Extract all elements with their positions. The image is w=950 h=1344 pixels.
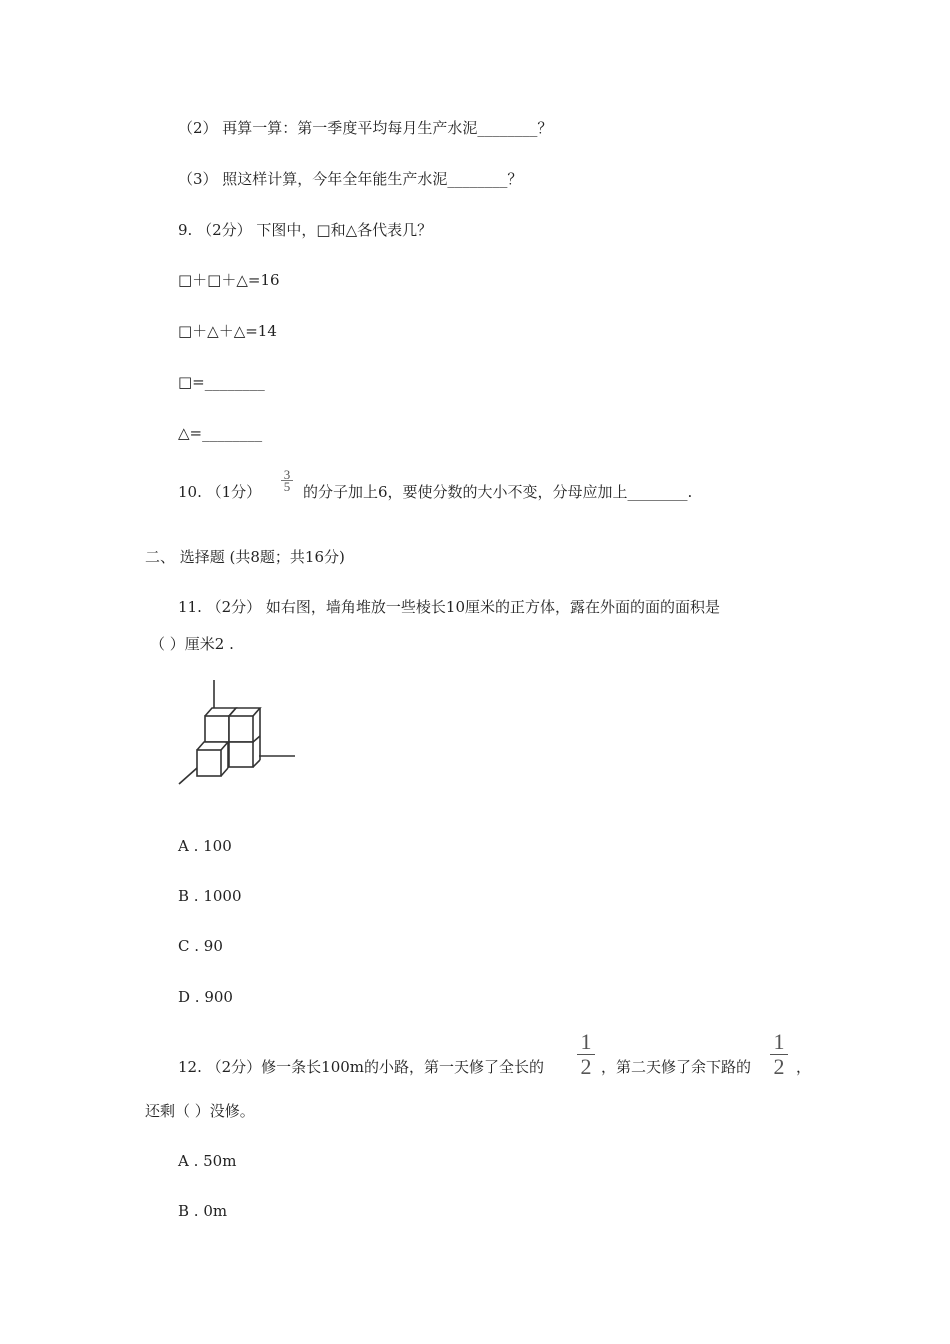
q12-stem-middle: ，第二天修了余下路的 <box>601 1058 752 1076</box>
q10-fraction <box>281 469 293 492</box>
q9-equation-2: □＋△＋△=14 <box>178 322 277 340</box>
q10-fraction-numerator: 3 <box>283 467 291 482</box>
q11-stem-line-1: 11. （2分） 如右图，墙角堆放一些棱长10厘米的正方体，露在外面的面的面积是 <box>178 598 721 616</box>
corner-cubes-figure <box>175 680 300 790</box>
q12-fraction-1-numerator: 1 <box>580 1029 592 1054</box>
q12-fraction-2-numerator: 1 <box>773 1029 785 1054</box>
q12-stem-prefix: 12. （2分）修一条长100m的小路，第一天修了全长的 <box>178 1058 545 1076</box>
q12-fraction-1-denominator: 2 <box>580 1054 592 1079</box>
q9-answer-square: □=________ <box>178 373 265 391</box>
q10-fraction-denominator: 5 <box>283 479 291 494</box>
q9-stem: 9. （2分） 下图中，□和△各代表几？ <box>178 221 433 239</box>
q11-option-b[interactable]: B . 1000 <box>178 887 242 905</box>
q10-prefix: 10. （1分） <box>178 483 262 501</box>
q12-fraction-1 <box>577 1031 595 1078</box>
q9-equation-1: □＋□＋△=16 <box>178 271 280 289</box>
q8-sub3: （3） 照这样计算，今年全年能生产水泥________？ <box>178 170 523 188</box>
q12-fraction-2 <box>770 1031 788 1078</box>
section-2-title: 二、 选择题 (共8题；共16分) <box>145 548 345 566</box>
q11-option-d[interactable]: D . 900 <box>178 988 233 1006</box>
q10-suffix: 的分子加上6，要使分数的大小不变，分母应加上________. <box>303 483 693 501</box>
q11-stem-line-2: （ ）厘米2 . <box>150 635 234 653</box>
q11-option-c[interactable]: C . 90 <box>178 937 223 955</box>
q8-sub2: （2） 再算一算：第一季度平均每月生产水泥________？ <box>178 119 553 137</box>
q12-fraction-2-denominator: 2 <box>773 1054 785 1079</box>
q12-option-b[interactable]: B . 0m <box>178 1202 228 1220</box>
q12-stem-end: ， <box>796 1058 812 1076</box>
q12-stem-line-2: 还剩（ ）没修。 <box>145 1102 255 1120</box>
q9-answer-triangle: △=________ <box>178 424 263 442</box>
q12-option-a[interactable]: A . 50m <box>178 1152 237 1170</box>
q11-option-a[interactable]: A . 100 <box>178 837 232 855</box>
